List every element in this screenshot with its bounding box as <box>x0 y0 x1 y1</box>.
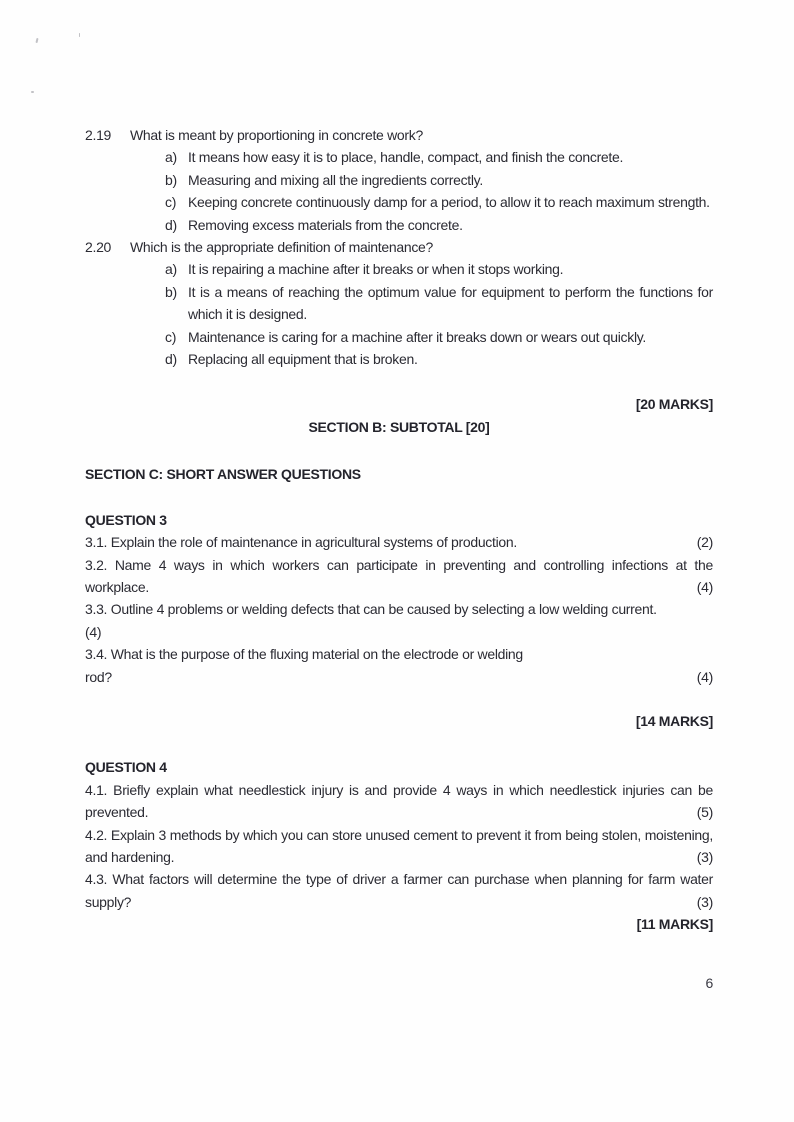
item-text: 4.2. Explain 3 methods by which you can store unused cement to prevent it from being stolen, moistening, and hardening. <box>85 826 713 865</box>
item-text: 4.1. Briefly explain what needlestick injury is and provide 4 ways in which needlestick injuries can be prevented. <box>85 781 713 821</box>
question-number: 2.19 <box>85 127 112 143</box>
page-number: 6 <box>705 974 713 991</box>
scan-speck <box>79 33 80 37</box>
option-letter: c) <box>165 328 177 345</box>
scan-speck <box>35 38 38 43</box>
item-mark: (2) <box>696 534 713 551</box>
page-content <box>85 124 713 994</box>
option-text: It means how easy it is to place, handle, compact, and finish the concrete. <box>188 149 624 166</box>
item-text: 3.1. Explain the role of maintenance in agricultural systems of production. <box>85 534 517 551</box>
option-text: It is a means of reaching the optimum value for equipment to perform the functions for which it is designed. <box>188 283 713 323</box>
question-item-3-3 <box>85 598 713 620</box>
question3-marks-total: [14 MARKS] <box>635 712 713 729</box>
option-text: Removing excess materials from the concrete. <box>188 216 463 233</box>
option-a <box>165 146 713 168</box>
item-mark: (4) <box>696 578 713 595</box>
item-text: 3.2. Name 4 ways in which workers can participate in preventing and controlling infections at the workplace. <box>85 556 713 595</box>
option-letter: d) <box>165 351 177 368</box>
option-b <box>165 169 713 191</box>
mcq-question-2-20 <box>85 236 713 258</box>
item-mark: (4) <box>696 668 713 685</box>
section-b-subtotal: SECTION B: SUBTOTAL [20] <box>308 418 490 435</box>
option-letter: a) <box>165 261 177 278</box>
question-text: What is meant by proportioning in concrete work? <box>130 127 423 143</box>
question3-heading: QUESTION 3 <box>85 511 167 528</box>
item-text: 3.3. Outline 4 problems or welding defects that can be caused by selecting a low welding current. <box>85 601 657 618</box>
option-text: Measuring and mixing all the ingredients correctly. <box>188 171 483 188</box>
option-letter: d) <box>165 216 177 233</box>
question-item-4-3 <box>85 868 713 913</box>
question-item-4-2 <box>85 824 713 869</box>
question-item-4-1 <box>85 779 713 824</box>
question-item-3-4 <box>85 643 713 688</box>
item-mark: (5) <box>696 804 713 821</box>
option-d <box>165 348 713 370</box>
scan-speck <box>31 91 34 93</box>
question4-marks-total: [11 MARKS] <box>636 916 713 933</box>
option-text: Maintenance is caring for a machine after it breaks down or wears out quickly. <box>188 328 647 345</box>
option-text: Replacing all equipment that is broken. <box>188 351 418 368</box>
option-text: It is repairing a machine after it breaks or when it stops working. <box>188 261 564 278</box>
question-item-3-2 <box>85 554 713 599</box>
question-number: 2.20 <box>85 239 112 256</box>
option-letter: c) <box>165 194 177 211</box>
question-item-3-1 <box>85 531 713 553</box>
option-letter: a) <box>165 149 177 166</box>
option-a <box>165 258 713 280</box>
option-c <box>165 326 713 348</box>
item-text-line1: 3.4. What is the purpose of the fluxing material on the electrode or welding <box>85 646 523 663</box>
section-b-marks-total: [20 MARKS] <box>635 396 713 413</box>
section-c-heading: SECTION C: SHORT ANSWER QUESTIONS <box>85 466 361 483</box>
option-c <box>165 191 713 213</box>
question-text: Which is the appropriate definition of maintenance? <box>130 239 434 256</box>
item-text-line2: rod? <box>85 668 112 685</box>
option-b <box>165 281 713 326</box>
item-mark: (3) <box>696 893 713 910</box>
item-text: 4.3. What factors will determine the type of driver a farmer can purchase when planning for farm water supply? <box>85 871 713 910</box>
option-letter: b) <box>165 171 177 188</box>
option-letter: b) <box>165 283 177 300</box>
mcq-question-2-19 <box>85 124 713 146</box>
item-mark: (4) <box>85 623 102 640</box>
question4-heading: QUESTION 4 <box>85 759 167 776</box>
item-mark: (3) <box>696 848 713 865</box>
option-d <box>165 214 713 236</box>
option-text: Keeping concrete continuously damp for a period, to allow it to reach maximum strength. <box>188 194 710 211</box>
